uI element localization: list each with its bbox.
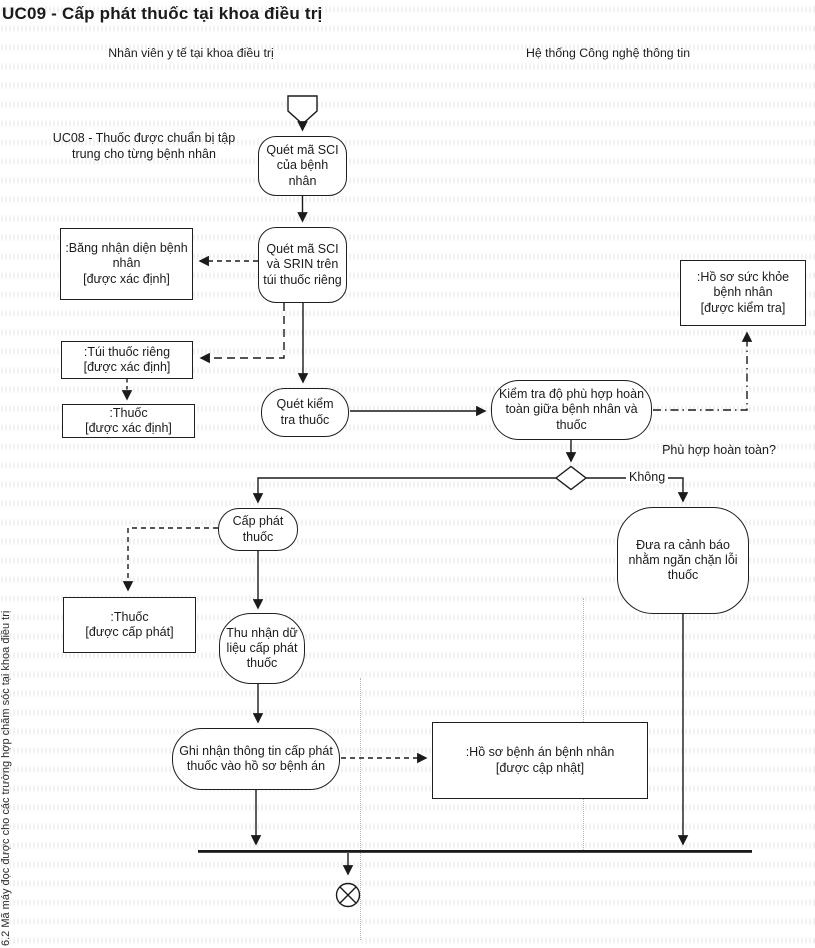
object-state-text: [được xác định] bbox=[83, 360, 171, 374]
object-name-text: :Hồ sơ sức khỏe bệnh nhân bbox=[696, 270, 790, 300]
activity-scan-sci-srin-bag: Quét mã SCI và SRIN trên túi thuốc riêng bbox=[258, 227, 347, 303]
edge-decision-yes-to-dispense bbox=[258, 478, 556, 502]
activity-raise-alert: Đưa ra cảnh báo nhằm ngăn chặn lỗi thuốc bbox=[617, 507, 749, 614]
activity-scan-sci-patient: Quét mã SCI của bệnh nhân bbox=[258, 136, 347, 196]
join-bar bbox=[198, 850, 752, 853]
lane-header-staff: Nhân viên y tế tại khoa điều trị bbox=[108, 46, 274, 60]
object-name-text: :Thuốc bbox=[110, 609, 149, 624]
object-id-band bbox=[60, 228, 193, 300]
object-name-text: :Băng nhận diện bệnh nhân bbox=[65, 241, 188, 271]
activity-scan-verify-drug: Quét kiểm tra thuốc bbox=[261, 388, 349, 437]
lane-header-it-system: Hệ thống Công nghệ thông tin bbox=[525, 46, 691, 60]
page-title: UC09 - Cấp phát thuốc tại khoa điều trị bbox=[2, 4, 323, 23]
object-drug-identified bbox=[62, 404, 195, 438]
object-name-text: :Thuốc bbox=[109, 405, 148, 420]
edge-dispense-to-drug-dispensed bbox=[128, 528, 218, 590]
object-private-drug-bag bbox=[61, 341, 193, 379]
object-state-text: [được xác định] bbox=[83, 271, 170, 286]
object-state-text: [được kiểm tra] bbox=[700, 300, 786, 315]
note-uc08: UC08 - Thuốc được chuẩn bị tập trung cho từng bệnh nhân bbox=[52, 131, 236, 161]
decision-diamond bbox=[556, 467, 586, 490]
object-medical-record bbox=[432, 722, 648, 799]
figure-caption-vertical: 6.2 Mã máy đọc được cho các trường hợp chăm sóc tại khoa điều trị bbox=[0, 610, 12, 946]
object-drug-dispensed bbox=[63, 597, 196, 653]
decision-no-branch-label: Không bbox=[626, 470, 668, 484]
object-state-text: [được cập nhật] bbox=[495, 760, 585, 775]
decision-question-label: Phù hợp hoàn toàn? bbox=[662, 443, 776, 457]
object-name-text: :Hồ sơ bệnh án bệnh nhân bbox=[465, 745, 615, 760]
object-health-record bbox=[680, 260, 806, 326]
object-name-text: :Túi thuốc riêng bbox=[83, 344, 171, 359]
object-state-text: [được cấp phát] bbox=[85, 625, 174, 639]
activity-record-to-chart: Ghi nhận thông tin cấp phát thuốc vào hồ sơ bệnh án bbox=[172, 728, 340, 790]
activity-dispense-drug: Cấp phát thuốc bbox=[218, 508, 298, 551]
activity-collect-dispense-data: Thu nhận dữ liệu cấp phát thuốc bbox=[219, 613, 305, 684]
edge-check-to-health-record bbox=[653, 333, 747, 410]
activity-check-full-match: Kiểm tra độ phù hợp hoàn toàn giữa bệnh nhân và thuốc bbox=[491, 380, 652, 440]
object-state-text: [được xác định] bbox=[85, 421, 172, 435]
flow-start-node bbox=[288, 96, 317, 124]
edge-to-drug-bag bbox=[201, 303, 284, 358]
